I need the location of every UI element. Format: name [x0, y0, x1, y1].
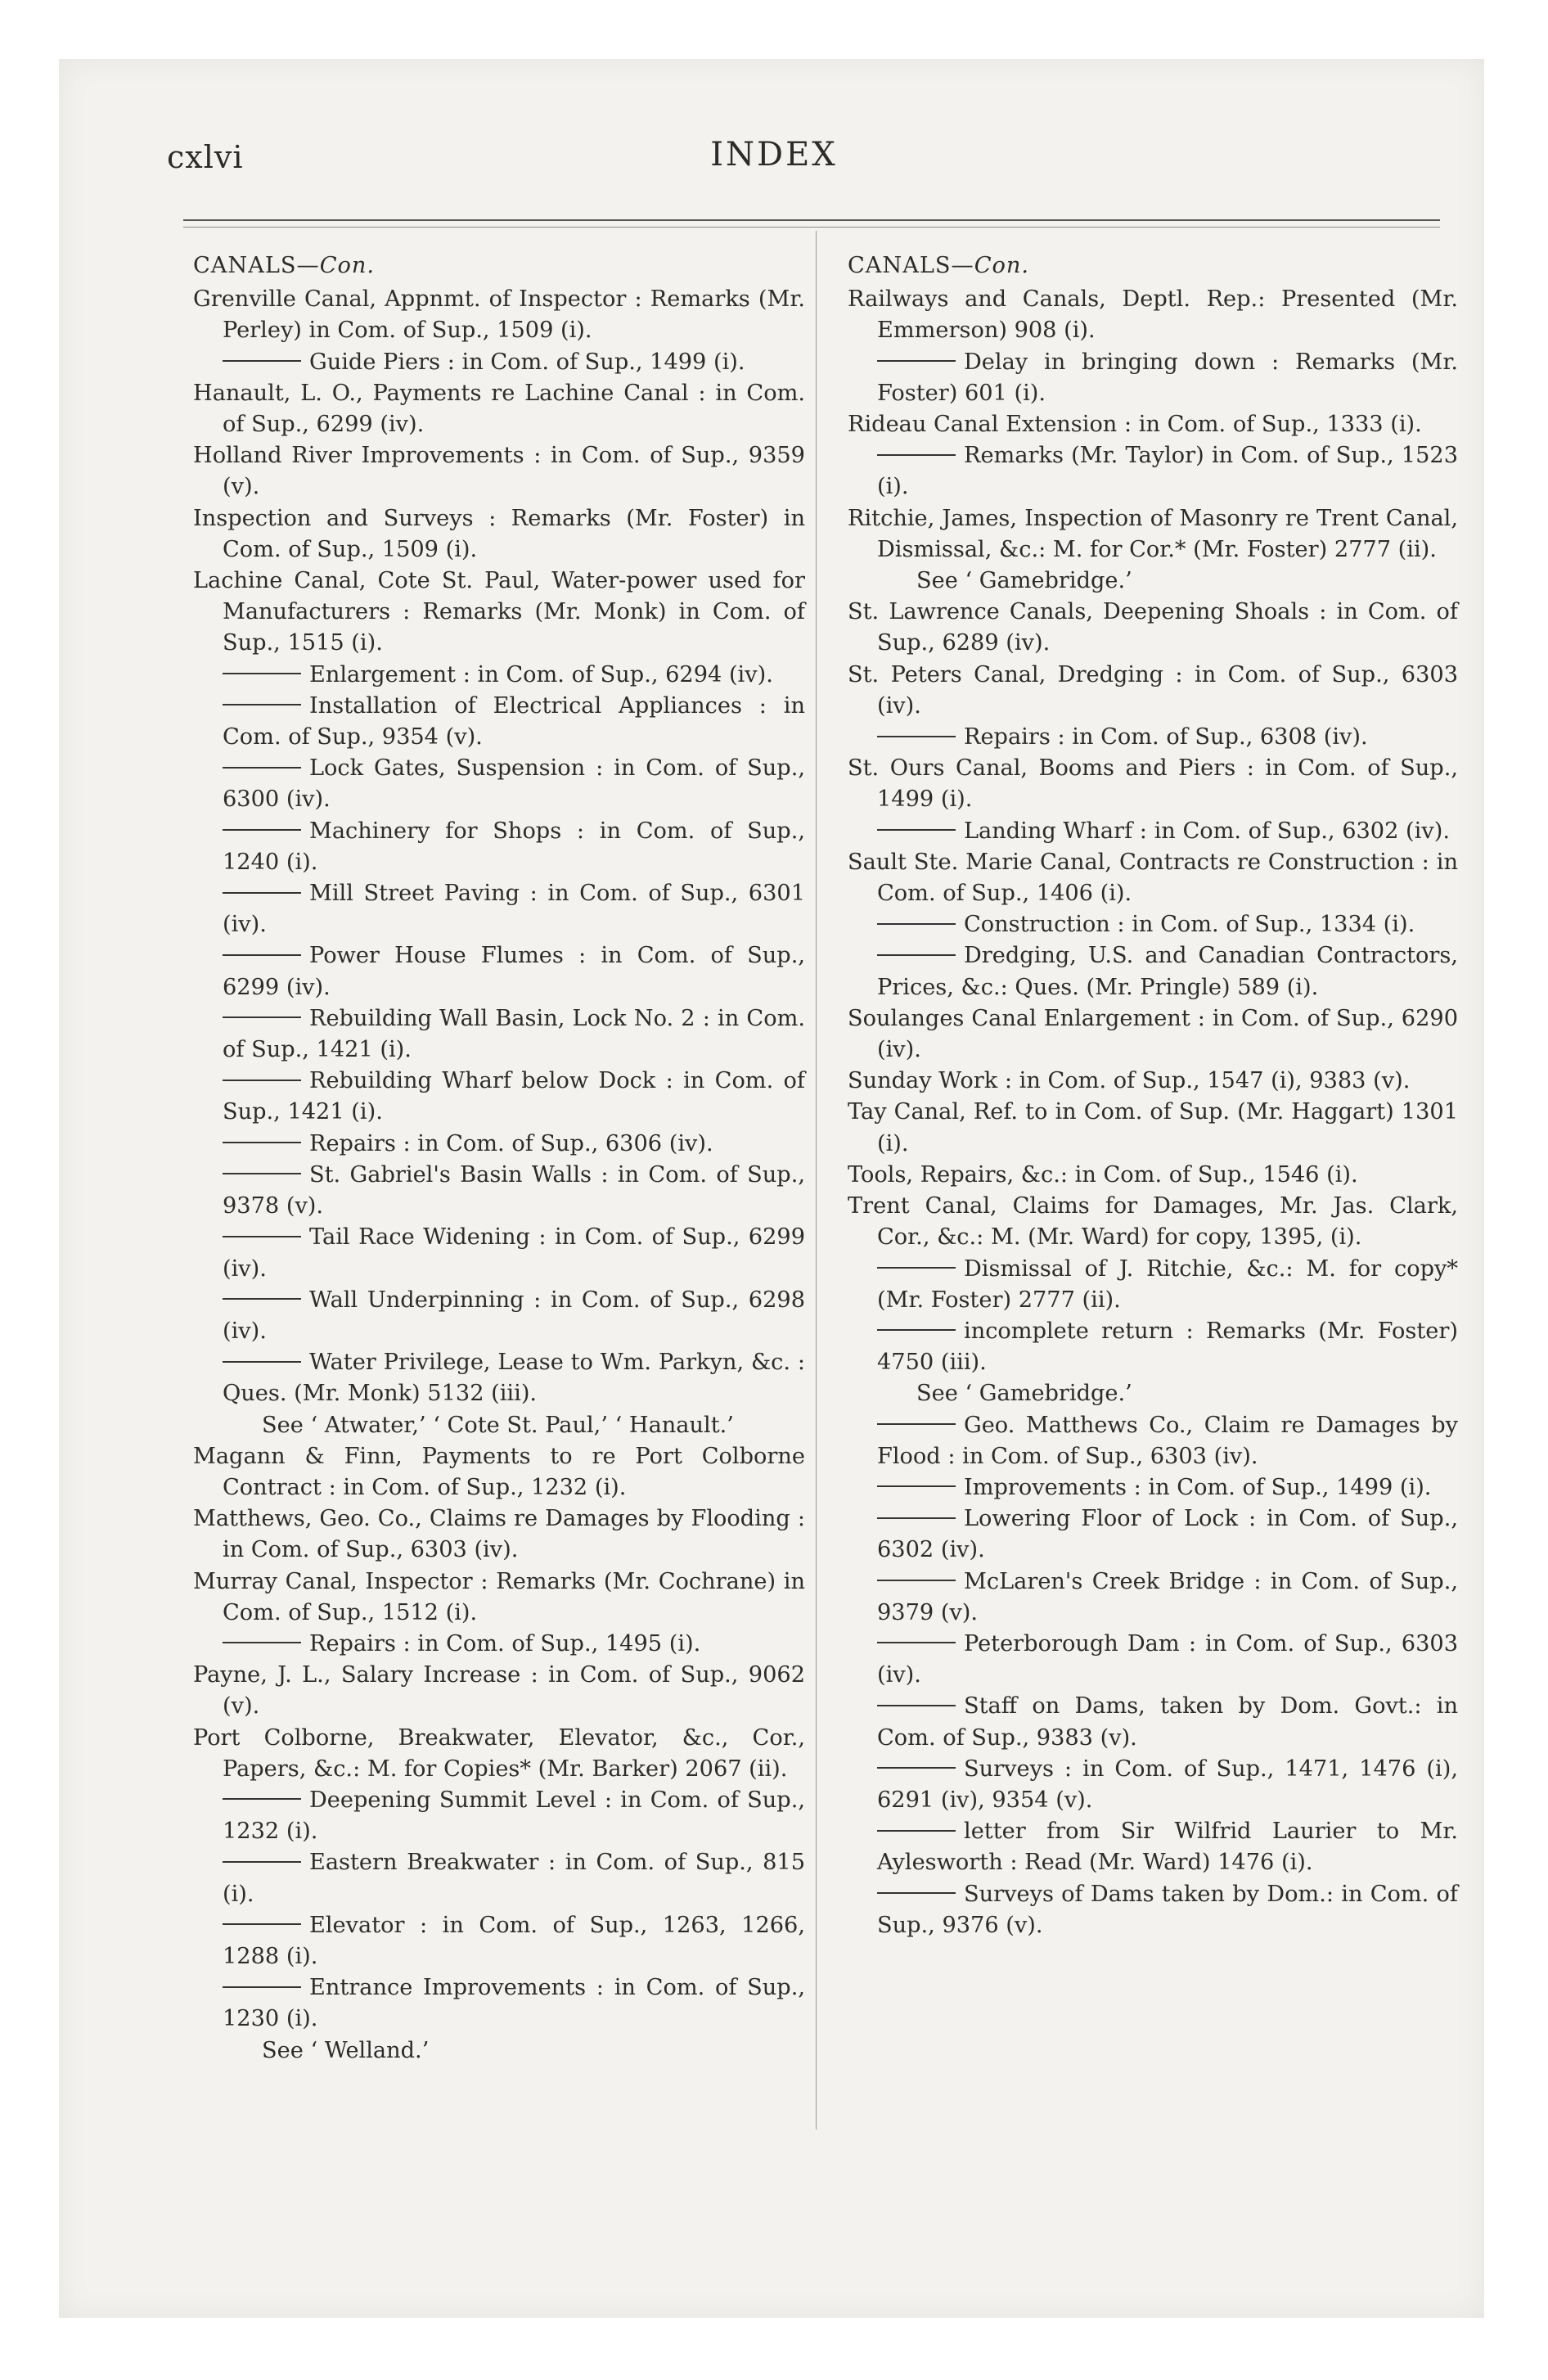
dash-rule: [877, 1767, 956, 1769]
dash-rule: [877, 1580, 956, 1581]
dash-rule: [877, 360, 956, 362]
dash-rule: [223, 673, 301, 674]
dash-rule: [223, 1986, 301, 1988]
index-subentry: Enlargement : in Com. of Sup., 6294 (iv).: [193, 660, 805, 691]
dash-rule: [877, 736, 956, 737]
index-entry: Rideau Canal Extension : in Com. of Sup., 1333 (i).: [848, 412, 1422, 438]
dash-rule: [223, 767, 301, 769]
index-subentry: St. Gabriel's Basin Walls : in Com. of Sup., 9378 (v).: [223, 1161, 805, 1219]
section-heading: CANALS—Con.: [848, 253, 1030, 278]
index-entry: St. Lawrence Canals, Deepening Shoals : in Com. of Sup., 6289 (iv).: [848, 599, 1458, 656]
index-subentry: McLaren's Creek Bridge : in Com. of Sup., 9379 (v).: [877, 1568, 1458, 1625]
index-entry: Grenville Canal, Appnmt. of Inspector : Remarks (Mr. Perley) in Com. of Sup., 1509 (i).: [193, 286, 805, 344]
dash-rule: [877, 1705, 956, 1706]
dash-rule: [223, 1298, 301, 1300]
index-subentry: Surveys : in Com. of Sup., 1471, 1476 (i), 6291 (iv), 9354 (v).: [877, 1756, 1458, 1813]
index-entry: Hanault, L. O., Payments re Lachine Canal : in Com. of Sup., 6299 (iv).: [193, 380, 805, 438]
index-subentry: Deepening Summit Level : in Com. of Sup., 1232 (i).: [223, 1787, 805, 1845]
index-subentry: Repairs : in Com. of Sup., 6308 (iv).: [848, 722, 1458, 753]
header-rule-thin: [183, 227, 1440, 228]
dash-rule: [877, 954, 956, 956]
index-entry: Port Colborne, Breakwater, Elevator, &c., Cor., Papers, &c.: M. for Copies* (Mr. Barker) 2067 (ii).: [193, 1724, 805, 1782]
index-subentry: incomplete return : Remarks (Mr. Foster) 4750 (iii).: [877, 1318, 1458, 1376]
dash-rule: [223, 1173, 301, 1174]
index-entry: Soulanges Canal Enlargement : in Com. of Sup., 6290 (iv).: [848, 1005, 1458, 1063]
index-subentry: Repairs : in Com. of Sup., 1495 (i).: [193, 1629, 805, 1660]
dash-rule: [877, 1267, 956, 1269]
index-entry: Matthews, Geo. Co., Claims re Damages by Flooding : in Com. of Sup., 6303 (iv).: [193, 1506, 805, 1563]
index-entry: Tay Canal, Ref. to in Com. of Sup. (Mr. Haggart) 1301 (i).: [848, 1099, 1458, 1156]
index-subentry: Improvements : in Com. of Sup., 1499 (i).: [848, 1472, 1458, 1503]
index-subentry: Construction : in Com. of Sup., 1334 (i).: [848, 909, 1458, 940]
index-subentry: letter from Sir Wilfrid Laurier to Mr. Aylesworth : Read (Mr. Ward) 1476 (i).: [877, 1819, 1458, 1876]
index-entry: St. Ours Canal, Booms and Piers : in Com. of Sup., 1499 (i).: [848, 755, 1458, 813]
index-subentry: Rebuilding Wharf below Dock : in Com. of Sup., 1421 (i).: [223, 1068, 805, 1125]
index-entry: Payne, J. L., Salary Increase : in Com. of Sup., 9062 (v).: [193, 1662, 805, 1720]
dash-rule: [223, 954, 301, 956]
dash-rule: [877, 1423, 956, 1425]
index-subentry: Geo. Matthews Co., Claim re Damages by Flood : in Com. of Sup., 6303 (iv).: [877, 1412, 1458, 1469]
dash-rule: [877, 454, 956, 456]
dash-rule: [877, 829, 956, 831]
index-subentry: Power House Flumes : in Com. of Sup., 6299 (iv).: [223, 943, 805, 1000]
index-subentry: Entrance Improvements : in Com. of Sup., 1230 (i).: [223, 1975, 805, 2032]
index-subentry: Water Privilege, Lease to Wm. Parkyn, &c. : Ques. (Mr. Monk) 5132 (iii).: [223, 1350, 805, 1407]
index-entry: Inspection and Surveys : Remarks (Mr. Foster) in Com. of Sup., 1509 (i).: [193, 505, 805, 562]
dash-rule: [877, 1892, 956, 1894]
index-entry: Murray Canal, Inspector : Remarks (Mr. Cochrane) in Com. of Sup., 1512 (i).: [193, 1568, 805, 1625]
index-subentry: Repairs : in Com. of Sup., 6306 (iv).: [193, 1129, 805, 1160]
dash-rule: [877, 1485, 956, 1487]
index-subentry: Installation of Electrical Appliances : in Com. of Sup., 9354 (v).: [223, 692, 805, 751]
left-column: [193, 250, 805, 2067]
index-subentry: Delay in bringing down : Remarks (Mr. Foster) 601 (i).: [877, 349, 1458, 406]
index-subentry: Rebuilding Wall Basin, Lock No. 2 : in Com. of Sup., 1421 (i).: [223, 1005, 805, 1063]
index-subentry: Lowering Floor of Lock : in Com. of Sup., 6302 (iv).: [877, 1506, 1458, 1563]
index-entry: Ritchie, James, Inspection of Masonry re Trent Canal, Dismissal, &c.: M. for Cor.* (Mr. Foster) 2777 (ii).: [848, 505, 1458, 562]
dash-rule: [877, 1642, 956, 1643]
dash-rule: [877, 1830, 956, 1832]
index-subentry: Mill Street Paving : in Com. of Sup., 6301 (iv).: [223, 881, 805, 938]
section-heading: CANALS—Con.: [193, 253, 376, 278]
index-subentry: Elevator : in Com. of Sup., 1263, 1266, 1288 (i).: [223, 1912, 805, 1969]
dash-rule: [223, 1080, 301, 1081]
index-entry: Trent Canal, Claims for Damages, Mr. Jas. Clark, Cor., &c.: M. (Mr. Ward) for copy, 1395, (i).: [848, 1193, 1458, 1251]
index-subentry: Wall Underpinning : in Com. of Sup., 6298 (iv).: [223, 1287, 805, 1344]
index-entry: Magann & Finn, Payments to re Port Colborne Contract : in Com. of Sup., 1232 (i).: [193, 1443, 805, 1500]
index-entry: Sunday Work : in Com. of Sup., 1547 (i), 9383 (v).: [848, 1068, 1411, 1094]
index-subentry: Machinery for Shops : in Com. of Sup., 1240 (i).: [223, 818, 805, 875]
index-subentry: Surveys of Dams taken by Dom.: in Com. of Sup., 9376 (v).: [877, 1881, 1458, 1938]
index-subentry: Guide Piers : in Com. of Sup., 1499 (i).: [193, 347, 805, 378]
header-rule: [183, 219, 1440, 221]
dash-rule: [223, 829, 301, 831]
index-subentry: Dismissal of J. Ritchie, &c.: M. for copy* (Mr. Foster) 2777 (ii).: [877, 1255, 1458, 1313]
dash-rule: [223, 1236, 301, 1237]
index-subentry: Eastern Breakwater : in Com. of Sup., 815 (i).: [223, 1850, 805, 1907]
see-also: See ‘ Gamebridge.’: [916, 1381, 1132, 1407]
index-subentry: Lock Gates, Suspension : in Com. of Sup., 6300 (iv).: [223, 755, 805, 813]
dash-rule: [223, 1016, 301, 1018]
dash-rule: [877, 923, 956, 925]
dash-rule: [223, 704, 301, 705]
page-number: cxlvi: [167, 139, 244, 175]
dash-rule: [223, 1923, 301, 1925]
dash-rule: [223, 1642, 301, 1643]
dash-rule: [223, 360, 301, 362]
see-also: See ‘ Atwater,’ ‘ Cote St. Paul,’ ‘ Hanault.’: [262, 1412, 734, 1438]
dash-rule: [223, 1142, 301, 1143]
index-entry: Lachine Canal, Cote St. Paul, Water-power used for Manufacturers : Remarks (Mr. Monk) in Com. of Sup., 1515 (i).: [193, 568, 805, 656]
dash-rule: [877, 1329, 956, 1331]
running-head: INDEX: [710, 136, 838, 174]
index-entry: St. Peters Canal, Dredging : in Com. of Sup., 6303 (iv).: [848, 661, 1458, 719]
see-also: See ‘ Welland.’: [262, 2037, 430, 2063]
dash-rule: [223, 1361, 301, 1363]
index-entry: Railways and Canals, Deptl. Rep.: Presented (Mr. Emmerson) 908 (i).: [848, 286, 1458, 344]
index-subentry: Tail Race Widening : in Com. of Sup., 6299 (iv).: [223, 1224, 805, 1282]
column-divider: [816, 231, 817, 2130]
index-subentry: Remarks (Mr. Taylor) in Com. of Sup., 1523 (i).: [877, 443, 1458, 500]
index-entry: Sault Ste. Marie Canal, Contracts re Construction : in Com. of Sup., 1406 (i).: [848, 849, 1458, 907]
dash-rule: [223, 892, 301, 894]
dash-rule: [223, 1861, 301, 1863]
index-subentry: Peterborough Dam : in Com. of Sup., 6303 (iv).: [877, 1630, 1458, 1688]
dash-rule: [877, 1517, 956, 1519]
index-subentry: Dredging, U.S. and Canadian Contractors, Prices, &c.: Ques. (Mr. Pringle) 589 (i).: [877, 943, 1458, 1000]
index-entry: Holland River Improvements : in Com. of Sup., 9359 (v).: [193, 443, 805, 500]
index-entry: Tools, Repairs, &c.: in Com. of Sup., 1546 (i).: [848, 1161, 1358, 1188]
index-subentry: Landing Wharf : in Com. of Sup., 6302 (iv).: [848, 816, 1458, 847]
see-also: See ‘ Gamebridge.’: [916, 568, 1132, 594]
dash-rule: [223, 1798, 301, 1800]
index-subentry: Staff on Dams, taken by Dom. Govt.: in Com. of Sup., 9383 (v).: [877, 1693, 1458, 1751]
right-column: [848, 250, 1458, 1941]
